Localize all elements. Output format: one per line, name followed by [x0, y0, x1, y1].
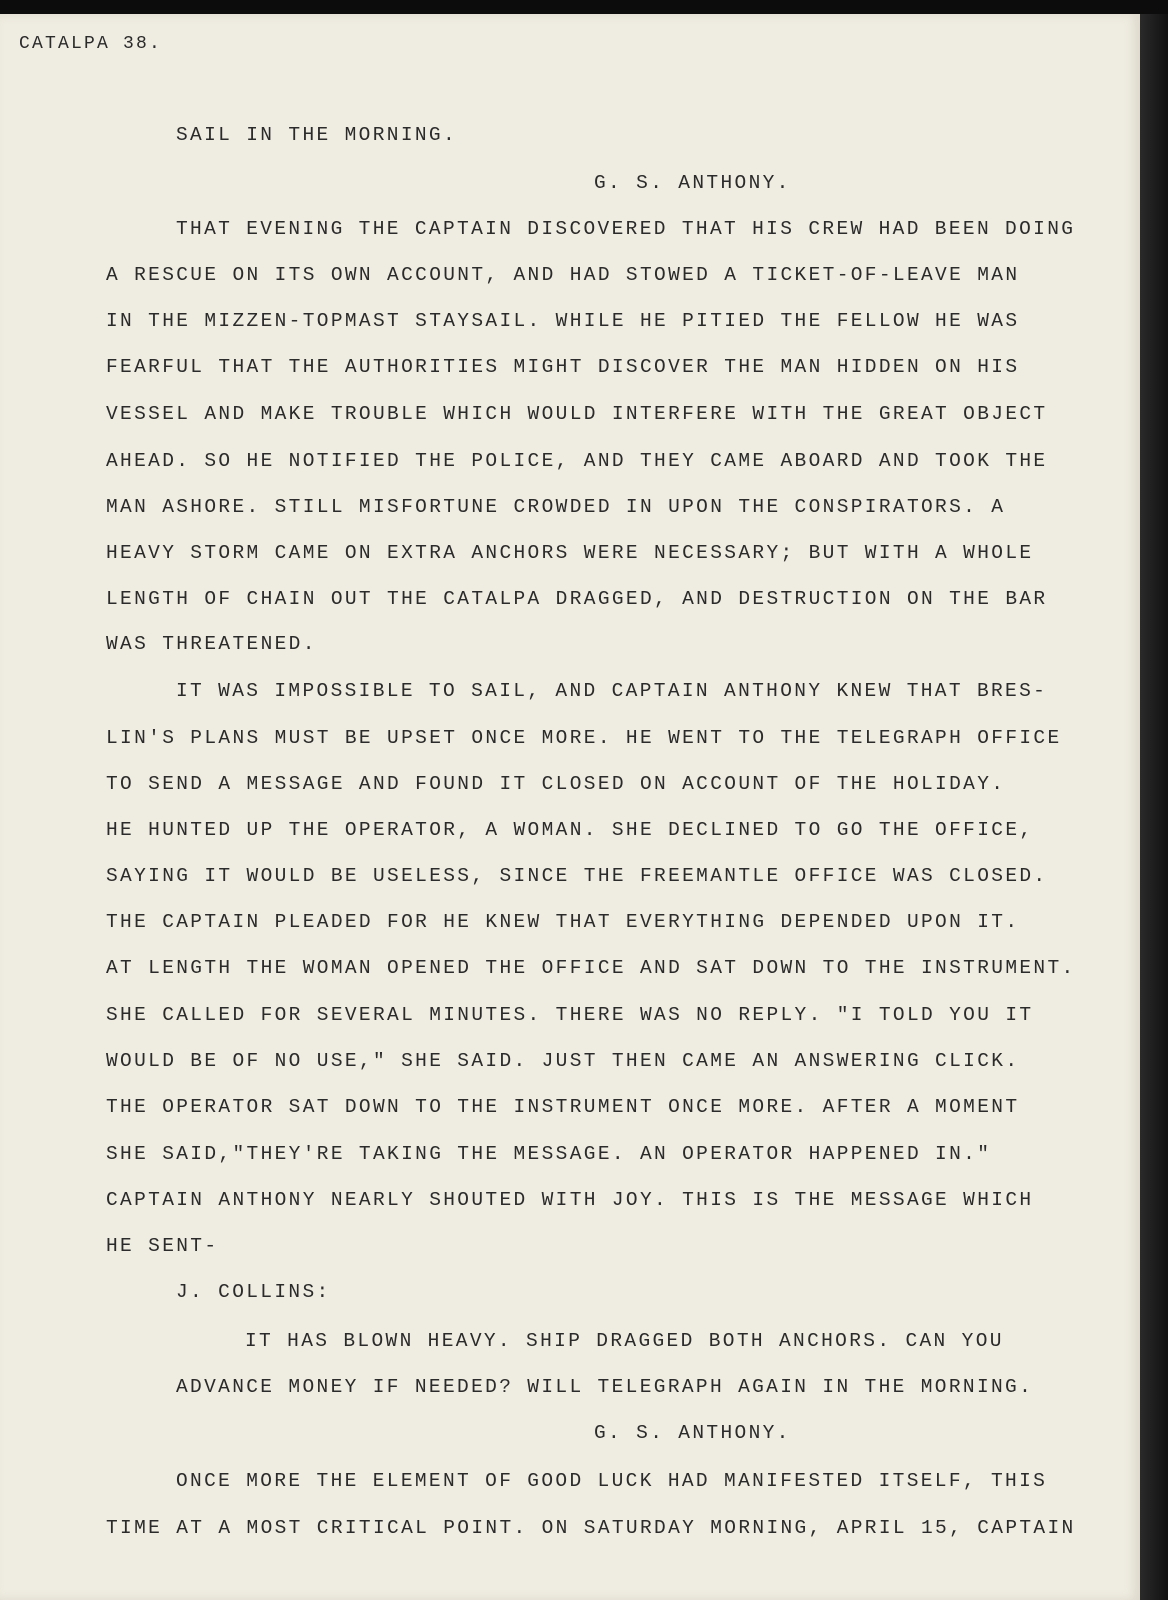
signature-line: G. S. ANTHONY. [594, 172, 791, 194]
text-line: FEARFUL THAT THE AUTHORITIES MIGHT DISCOVER THE MAN HIDDEN ON HIS [106, 356, 1020, 378]
text-line: AT LENGTH THE WOMAN OPENED THE OFFICE AND SAT DOWN TO THE INSTRUMENT. [106, 957, 1076, 979]
text-line: VESSEL AND MAKE TROUBLE WHICH WOULD INTERFERE WITH THE GREAT OBJECT [106, 403, 1048, 425]
telegram-addressee: J. COLLINS: [176, 1281, 331, 1303]
telegram-line: ADVANCE MONEY IF NEEDED? WILL TELEGRAPH AGAIN IN THE MORNING. [176, 1376, 1034, 1398]
text-line: HE HUNTED UP THE OPERATOR, A WOMAN. SHE DECLINED TO GO THE OFFICE, [106, 819, 1034, 841]
text-line: THE OPERATOR SAT DOWN TO THE INSTRUMENT ONCE MORE. AFTER A MOMENT [106, 1096, 1020, 1118]
text-line: SAIL IN THE MORNING. [176, 124, 458, 146]
page-header: CATALPA 38. [19, 34, 163, 54]
text-line: ONCE MORE THE ELEMENT OF GOOD LUCK HAD MANIFESTED ITSELF, THIS [176, 1470, 1048, 1492]
signature-line: G. S. ANTHONY. [594, 1422, 791, 1444]
telegram-line: IT HAS BLOWN HEAVY. SHIP DRAGGED BOTH ANCHORS. CAN YOU [245, 1330, 1004, 1352]
text-line: THE CAPTAIN PLEADED FOR HE KNEW THAT EVERYTHING DEPENDED UPON IT. [106, 911, 1020, 933]
typed-page [0, 14, 1141, 1600]
text-line: AHEAD. SO HE NOTIFIED THE POLICE, AND THEY CAME ABOARD AND TOOK THE [106, 450, 1048, 472]
text-line: SHE CALLED FOR SEVERAL MINUTES. THERE WAS NO REPLY. "I TOLD YOU IT [106, 1004, 1034, 1026]
text-line: WOULD BE OF NO USE," SHE SAID. JUST THEN CAME AN ANSWERING CLICK. [106, 1050, 1020, 1072]
page-edge-shadow [1140, 14, 1168, 1600]
text-line: CAPTAIN ANTHONY NEARLY SHOUTED WITH JOY. THIS IS THE MESSAGE WHICH [106, 1189, 1034, 1211]
text-line: THAT EVENING THE CAPTAIN DISCOVERED THAT HIS CREW HAD BEEN DOING [176, 218, 1076, 240]
text-line: HEAVY STORM CAME ON EXTRA ANCHORS WERE NECESSARY; BUT WITH A WHOLE [106, 542, 1034, 564]
text-line: IN THE MIZZEN-TOPMAST STAYSAIL. WHILE HE PITIED THE FELLOW HE WAS [106, 310, 1020, 332]
text-line: SHE SAID,"THEY'RE TAKING THE MESSAGE. AN OPERATOR HAPPENED IN." [106, 1143, 992, 1165]
text-line: SAYING IT WOULD BE USELESS, SINCE THE FREEMANTLE OFFICE WAS CLOSED. [106, 865, 1048, 887]
text-line: TIME AT A MOST CRITICAL POINT. ON SATURDAY MORNING, APRIL 15, CAPTAIN [106, 1517, 1076, 1539]
text-line: IT WAS IMPOSSIBLE TO SAIL, AND CAPTAIN ANTHONY KNEW THAT BRES- [176, 680, 1048, 702]
text-line: WAS THREATENED. [106, 633, 317, 655]
text-line: TO SEND A MESSAGE AND FOUND IT CLOSED ON ACCOUNT OF THE HOLIDAY. [106, 773, 1006, 795]
text-line: LENGTH OF CHAIN OUT THE CATALPA DRAGGED, AND DESTRUCTION ON THE BAR [106, 588, 1048, 610]
text-line: LIN'S PLANS MUST BE UPSET ONCE MORE. HE WENT TO THE TELEGRAPH OFFICE [106, 727, 1062, 749]
text-line: A RESCUE ON ITS OWN ACCOUNT, AND HAD STOWED A TICKET-OF-LEAVE MAN [106, 264, 1020, 286]
text-line: HE SENT- [106, 1235, 219, 1257]
text-line: MAN ASHORE. STILL MISFORTUNE CROWDED IN UPON THE CONSPIRATORS. A [106, 496, 1006, 518]
